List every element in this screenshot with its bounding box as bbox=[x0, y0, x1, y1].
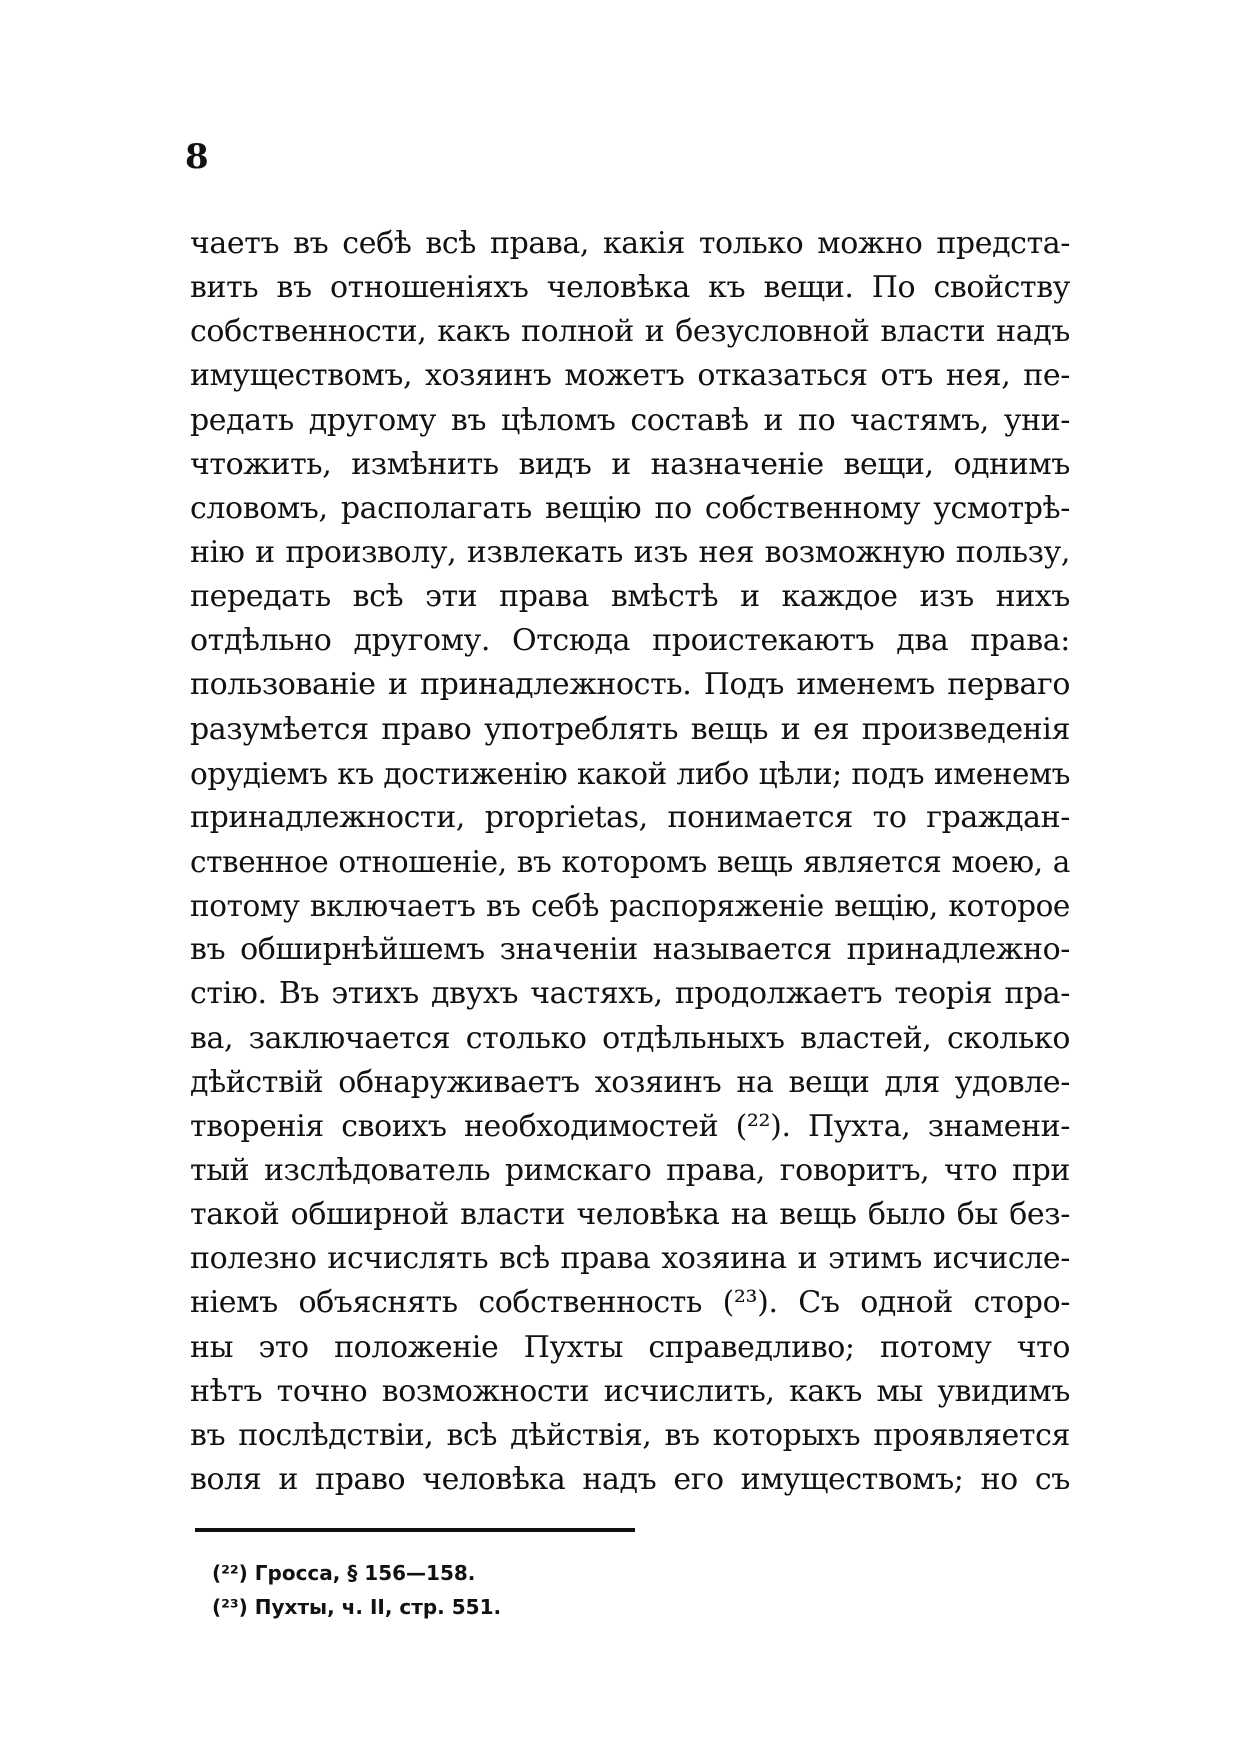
footnotes bbox=[212, 1556, 501, 1624]
text-line: творенія своихъ необходимостей (²²). Пухта, знамени- bbox=[190, 1108, 1070, 1144]
text-line: редать другому въ цѣломъ составѣ и по частямъ, уни- bbox=[190, 402, 1070, 438]
text-line: принадлежности, proprietas, понимается то граждан- bbox=[190, 799, 1070, 835]
text-line: въ обширнѣйшемъ значеніи называется принадлежно- bbox=[190, 932, 1070, 968]
text-line: словомъ, располагать вещію по собственному усмотрѣ- bbox=[190, 490, 1070, 526]
text-line: имуществомъ, хозяинъ можетъ отказаться отъ нея, пе- bbox=[190, 358, 1070, 394]
text-line: разумѣется право употреблять вещь и ея произведенія bbox=[190, 711, 1070, 747]
text-line: въ послѣдствіи, всѣ дѣйствія, въ которыхъ проявляется bbox=[190, 1417, 1070, 1453]
page-number: 8 bbox=[185, 137, 209, 177]
text-line: нію и произволу, извлекать изъ нея возможную пользу, bbox=[190, 534, 1070, 570]
text-line: чаетъ въ себѣ всѣ права, какія только можно предста- bbox=[190, 226, 1070, 261]
text-line: воля и право человѣка надъ его имуществомъ; но съ bbox=[190, 1461, 1070, 1497]
body-text bbox=[190, 222, 1070, 1502]
footnote-23: (²³) Пухты, ч. II, стр. 551. bbox=[212, 1595, 502, 1619]
text-line: тый изслѣдователь римскаго права, говоритъ, что при bbox=[190, 1152, 1070, 1188]
text-line: пользованіе и принадлежность. Подъ именемъ перваго bbox=[190, 667, 1070, 703]
text-line: ніемъ объяснять собственность (²³). Съ одной сторо- bbox=[190, 1285, 1070, 1321]
text-line: передать всѣ эти права вмѣстѣ и каждое изъ нихъ bbox=[190, 579, 1070, 615]
text-line: полезно исчислять всѣ права хозяина и этимъ исчисле- bbox=[190, 1241, 1070, 1277]
text-line: собственности, какъ полной и безусловной власти надъ bbox=[190, 314, 1070, 350]
text-line: потому включаетъ въ себѣ распоряженіе вещію, которое bbox=[190, 889, 1070, 924]
footnote-22: (²²) Гросса, § 156—158. bbox=[212, 1561, 476, 1585]
text-line: стію. Въ этихъ двухъ частяхъ, продолжаетъ теорія пра- bbox=[190, 976, 1070, 1012]
text-line: ственное отношеніе, въ которомъ вещь является моею, а bbox=[190, 844, 1070, 879]
text-line: чтожить, измѣнить видъ и назначеніе вещи, однимъ bbox=[190, 446, 1070, 482]
text-line: отдѣльно другому. Отсюда проистекаютъ два права: bbox=[190, 623, 1070, 659]
text-line: нѣтъ точно возможности исчислить, какъ мы увидимъ bbox=[190, 1373, 1070, 1409]
text-line: ны это положеніе Пухты справедливо; потому что bbox=[190, 1329, 1070, 1365]
text-line: вить въ отношеніяхъ человѣка къ вещи. По свойству bbox=[190, 270, 1070, 306]
text-line: ва, заключается столько отдѣльныхъ властей, сколько bbox=[190, 1020, 1070, 1056]
footnote-divider bbox=[195, 1528, 635, 1532]
text-line: такой обширной власти человѣка на вещь было бы без- bbox=[190, 1197, 1070, 1233]
text-line: дѣйствій обнаруживаетъ хозяинъ на вещи для удовле- bbox=[190, 1064, 1070, 1100]
text-line: орудіемъ къ достиженію какой либо цѣли; подъ именемъ bbox=[190, 756, 1070, 791]
